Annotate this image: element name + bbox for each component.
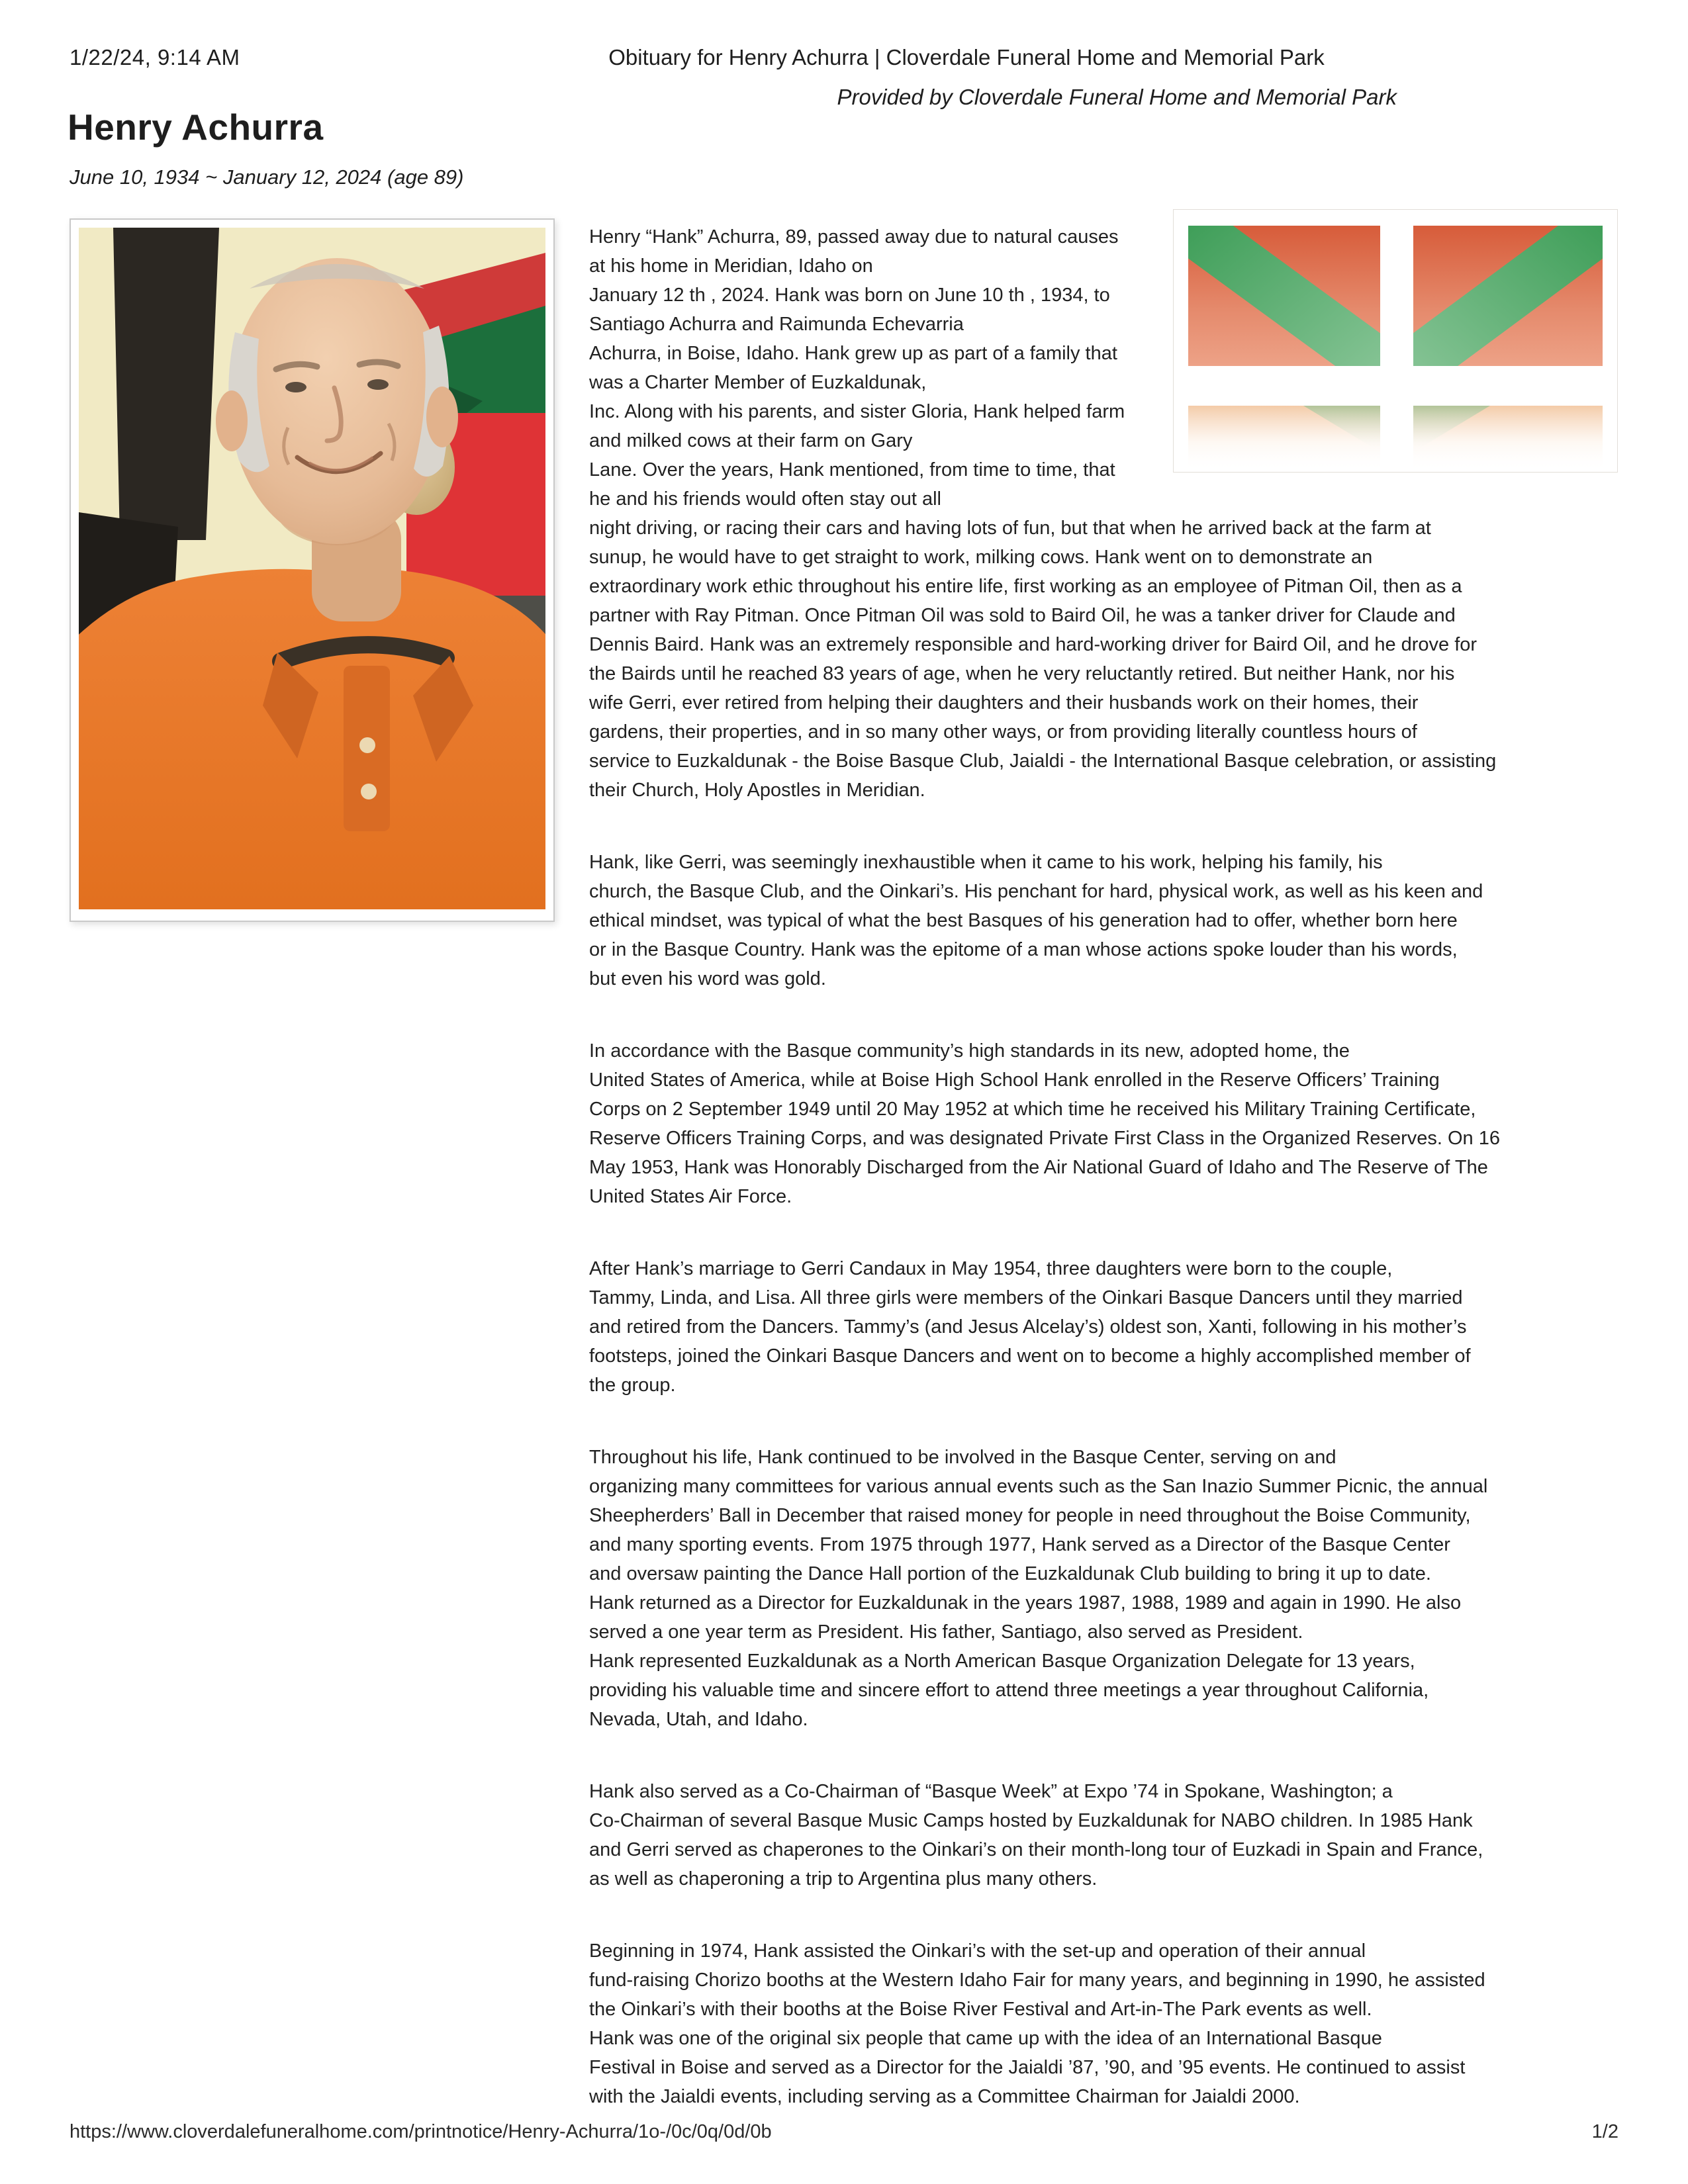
text-line: was a Charter Member of Euzkaldunak, xyxy=(589,372,927,393)
text-line: and many sporting events. From 1975 through 1977, Hank served as a Director of the Basque Center xyxy=(589,1534,1450,1555)
text-line: and oversaw painting the Dance Hall portion of the Euzkaldunak Club building to bring it up to date. xyxy=(589,1563,1431,1584)
text-line: footsteps, joined the Oinkari Basque Dancers and went on to become a highly accomplished member of xyxy=(589,1345,1471,1367)
text-line: Festival in Boise and served as a Director for the Jaialdi ’87, ’90, and ’95 events. He continued to assist xyxy=(589,2057,1466,2078)
text-line: Hank returned as a Director for Euzkaldunak in the years 1987, 1988, 1989 and again in 1990. He also xyxy=(589,1592,1462,1614)
text-line: providing his valuable time and sincere effort to attend three meetings a year throughout California, xyxy=(589,1680,1429,1701)
text-line: Tammy, Linda, and Lisa. All three girls were members of the Oinkari Basque Dancers until they married xyxy=(589,1287,1463,1308)
text-line: Co-Chairman of several Basque Music Camps hosted by Euzkaldunak for NABO children. In 1985 Hank xyxy=(589,1810,1473,1831)
paragraph xyxy=(589,1777,1556,1893)
paragraph xyxy=(589,1036,1556,1211)
text-line: and retired from the Dancers. Tammy’s (and Jesus Alcelay’s) oldest son, Xanti, following in his mother’s xyxy=(589,1316,1467,1338)
text-line: the Bairds until he reached 83 years of age, when he very reluctantly retired. But neither Hank, nor his xyxy=(589,663,1455,684)
text-line: wife Gerri, ever retired from helping their daughters and their husbands work on their homes, their xyxy=(589,692,1419,713)
text-line: but even his word was gold. xyxy=(589,968,826,989)
text-line: service to Euzkaldunak - the Boise Basque Club, Jaialdi - the International Basque celebration, or assisting xyxy=(589,751,1497,772)
text-line: After Hank’s marriage to Gerri Candaux in May 1954, three daughters were born to the couple, xyxy=(589,1258,1393,1279)
text-line: Dennis Baird. Hank was an extremely responsible and hard-working driver for Baird Oil, and he drove for xyxy=(589,634,1477,655)
text-line: served a one year term as President. His father, Santiago, also served as President. xyxy=(589,1621,1303,1643)
text-line: Hank also served as a Co-Chairman of “Basque Week” at Expo ’74 in Spokane, Washington; a xyxy=(589,1781,1393,1802)
paragraph xyxy=(589,1254,1556,1400)
text-line: Achurra, in Boise, Idaho. Hank grew up as part of a family that xyxy=(589,343,1117,364)
text-line: ethical mindset, was typical of what the best Basques of his generation had to offer, whether born here xyxy=(589,910,1458,931)
paragraph xyxy=(589,1936,1556,2111)
page-title: Henry Achurra xyxy=(68,107,324,148)
text-line: Beginning in 1974, Hank assisted the Oinkari’s with the set-up and operation of their annual xyxy=(589,1940,1366,1962)
text-line: and Gerri served as chaperones to the Oinkari’s on their month-long tour of Euzkadi in Spain and France, xyxy=(589,1839,1483,1860)
text-line: United States Air Force. xyxy=(589,1186,792,1207)
provided-by-line: Provided by Cloverdale Funeral Home and Memorial Park xyxy=(837,85,1397,109)
text-line: and milked cows at their farm on Gary xyxy=(589,430,913,451)
text-line: gardens, their properties, and in so many other ways, or from providing literally countless hours of xyxy=(589,721,1417,743)
text-line: May 1953, Hank was Honorably Discharged from the Air National Guard of Idaho and The Reserve of The xyxy=(589,1157,1488,1178)
paragraph xyxy=(589,848,1556,993)
text-line: with the Jaialdi events, including serving as a Committee Chairman for Jaialdi 2000. xyxy=(589,2086,1300,2107)
text-line: January 12 th , 2024. Hank was born on June 10 th , 1934, to xyxy=(589,285,1110,306)
text-line: Sheepherders’ Ball in December that raised money for people in need throughout the Boise Community, xyxy=(589,1505,1471,1526)
paragraph xyxy=(589,1443,1556,1734)
text-line: Santiago Achurra and Raimunda Echevarria xyxy=(589,314,964,335)
footer-page-number: 1/2 xyxy=(1591,2121,1618,2142)
text-line: Nevada, Utah, and Idaho. xyxy=(589,1709,808,1730)
text-line: Throughout his life, Hank continued to be involved in the Basque Center, serving on and xyxy=(589,1447,1336,1468)
text-line: United States of America, while at Boise High School Hank enrolled in the Reserve Officers’ Training xyxy=(589,1069,1440,1091)
text-line: Reserve Officers Training Corps, and was designated Private First Class in the Organized Reserves. On 16 xyxy=(589,1128,1500,1149)
text-line: Hank represented Euzkaldunak as a North American Basque Organization Delegate for 13 years, xyxy=(589,1651,1415,1672)
portrait-photo xyxy=(70,218,555,922)
header-title: Obituary for Henry Achurra | Cloverdale Funeral Home and Memorial Park xyxy=(608,45,1325,69)
text-line: he and his friends would often stay out all xyxy=(589,488,941,510)
paragraph xyxy=(589,222,1556,805)
text-line: extraordinary work ethic throughout his entire life, first working as an employee of Pitman Oil, then as a xyxy=(589,576,1462,597)
text-line: organizing many committees for various annual events such as the San Inazio Summer Picnic, the annual xyxy=(589,1476,1488,1497)
header-datetime: 1/22/24, 9:14 AM xyxy=(70,45,240,69)
text-line: fund-raising Chorizo booths at the Western Idaho Fair for many years, and beginning in 1990, he assisted xyxy=(589,1970,1485,1991)
portrait-illustration xyxy=(79,228,545,909)
text-line: sunup, he would have to get straight to work, milking cows. Hank went on to demonstrate an xyxy=(589,547,1373,568)
text-line: partner with Ray Pitman. Once Pitman Oil was sold to Baird Oil, he was a tanker driver for Claude and xyxy=(589,605,1456,626)
text-line: the Oinkari’s with their booths at the Boise River Festival and Art-in-The Park events as well. xyxy=(589,1999,1372,2020)
obituary-text xyxy=(589,222,1556,2111)
text-line: Corps on 2 September 1949 until 20 May 1952 at which time he received his Military Training Certificate, xyxy=(589,1099,1476,1120)
text-line: Inc. Along with his parents, and sister Gloria, Hank helped farm xyxy=(589,401,1125,422)
text-line: or in the Basque Country. Hank was the epitome of a man whose actions spoke louder than his words, xyxy=(589,939,1458,960)
text-line: as well as chaperoning a trip to Argentina plus many others. xyxy=(589,1868,1098,1889)
footer-url: https://www.cloverdalefuneralhome.com/printnotice/Henry-Achurra/1o-/0c/0q/0d/0b xyxy=(70,2121,772,2142)
life-dates: June 10, 1934 ~ January 12, 2024 (age 89) xyxy=(70,165,464,189)
text-line: Henry “Hank” Achurra, 89, passed away due to natural causes xyxy=(589,226,1119,248)
text-line: their Church, Holy Apostles in Meridian. xyxy=(589,780,925,801)
text-line: In accordance with the Basque community’s high standards in its new, adopted home, the xyxy=(589,1040,1350,1062)
text-line: Lane. Over the years, Hank mentioned, from time to time, that xyxy=(589,459,1115,480)
text-line: church, the Basque Club, and the Oinkari’s. His penchant for hard, physical work, as well as his keen and xyxy=(589,881,1483,902)
text-line: the group. xyxy=(589,1375,676,1396)
text-line: night driving, or racing their cars and having lots of fun, but that when he arrived back at the farm at xyxy=(589,518,1431,539)
text-line: at his home in Meridian, Idaho on xyxy=(589,255,873,277)
text-line: Hank was one of the original six people that came up with the idea of an International Basque xyxy=(589,2028,1382,2049)
text-line: Hank, like Gerri, was seemingly inexhaustible when it came to his work, helping his family, his xyxy=(589,852,1383,873)
